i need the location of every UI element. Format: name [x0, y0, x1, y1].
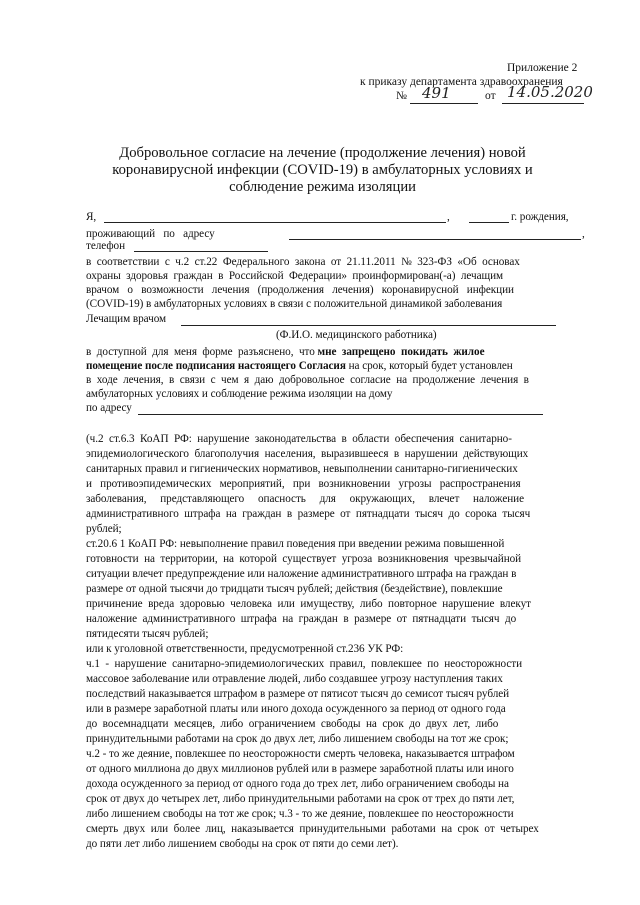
- legal-line: смерть двух или более лиц, наказывается принудительными работами на срок от четырех: [86, 823, 539, 835]
- document-title-line-3: соблюдение режима изоляции: [229, 179, 416, 195]
- legal-line: от одного миллиона до двух миллионов рублей или в размере заработной платы или иного: [86, 763, 514, 775]
- appendix-label: Приложение 2: [507, 62, 578, 74]
- legal-line: последствий наказывается штрафом в размере от пятисот тысяч до семисот тысяч рублей: [86, 688, 510, 700]
- order-number-handwritten: 491: [422, 84, 451, 102]
- legal-line: ч.1 - нарушение санитарно-эпидемиологических правил, повлекшее по неосторожности: [86, 658, 523, 670]
- address-label: проживающий по адресу: [86, 228, 215, 240]
- explained-line-4: амбулаторных условиях и соблюдение режима изоляции на дому: [86, 388, 393, 400]
- document-title-line-1: Добровольное согласие на лечение (продолжение лечения) новой: [119, 145, 526, 161]
- legal-line: до восемнадцати месяцев, либо ограничением свободы на срок до двух лет, либо: [86, 718, 499, 730]
- legal-line: или к уголовной ответственности, предусмотренной ст.236 УК РФ:: [86, 643, 404, 655]
- legal-line: срок от двух до четырех лет, либо принудительными работами на срок от трех до пяти лет,: [86, 793, 515, 805]
- explained-rest-2: на срок, который будет установлен: [345, 360, 513, 372]
- birth-year-field[interactable]: [469, 222, 509, 223]
- legal-line: административного штрафа на граждан в размере от пятнадцати тысяч до сорока тысяч: [86, 508, 531, 520]
- legal-line: массовое заболевание или отравление людей, либо создавшее угрозу наступления таких: [86, 673, 503, 685]
- legal-line: рублей;: [86, 523, 122, 535]
- legal-line: заболевания, представляющего опасность для окружающих, влечет наложение: [86, 493, 525, 505]
- legal-line: эпидемиологического благополучия населения, выразившееся в нарушении действующих: [86, 448, 529, 460]
- legal-line: ситуации влечет предупреждение или наложение административного штрафа на граждан в: [86, 568, 517, 580]
- legal-line: пятидесяти тысяч рублей;: [86, 628, 209, 640]
- i-label: Я,: [86, 211, 97, 223]
- legal-line: принудительными работами на срок до двух лет, либо лишением свободы на тот же срок;: [86, 733, 509, 745]
- address-comma: ,: [582, 228, 585, 240]
- law-line-4: (COVID-19) в амбулаторных условиях в связи с положительной динамикой заболевания: [86, 298, 503, 310]
- name-field[interactable]: [104, 222, 446, 223]
- law-line-2: охраны здоровья граждан в Российской Федерации» проинформирован(-а) лечащим: [86, 270, 504, 282]
- phone-label: телефон: [86, 240, 126, 252]
- legal-line: или в размере заработной платы или иного дохода осужденного за период от одного года: [86, 703, 506, 715]
- legal-line: размере от одной тысячи до тридцати тысяч рублей; действия (бездействие), повлекшие: [86, 583, 503, 595]
- comma: ,: [447, 211, 450, 223]
- explained-prefix: в доступной для меня форме разъяснено, что: [86, 346, 318, 358]
- document-title-line-2: коронавирусной инфекции (COVID-19) в амбулаторных условиях и: [112, 162, 533, 178]
- order-number-line: [410, 103, 478, 104]
- order-line: к приказу департамента здравоохранения: [360, 76, 563, 88]
- home-address-label: по адресу: [86, 402, 132, 414]
- legal-line: до пяти лет либо лишением свободы на срок от пяти до семи лет).: [86, 838, 399, 850]
- order-number-label: №: [396, 90, 407, 102]
- legal-line: наложение административного штрафа на граждан в размере от пятнадцати тысяч до: [86, 613, 517, 625]
- order-date-line: [502, 103, 584, 104]
- legal-line: ч.2 - то же деяние, повлекшее по неосторожности смерть человека, наказывается штрафом: [86, 748, 515, 760]
- order-date-label: от: [485, 90, 496, 102]
- legal-line: ст.20.6 1 КоАП РФ: невыполнение правил поведения при введении режима повышенной: [86, 538, 505, 550]
- explained-bold-2: помещение после подписания настоящего Согласия: [86, 360, 346, 372]
- law-line-3: врачом о возможности лечения (продолжения лечения) коронавирусной инфекции: [86, 284, 514, 296]
- law-line-1: в соответствии с ч.2 ст.22 Федерального закона от 21.11.2011 № 323-ФЗ «Об основах: [86, 256, 520, 268]
- explained-bold-1: мне запрещено покидать жилое: [317, 346, 485, 358]
- order-date-handwritten: 14.05.2020: [507, 83, 593, 101]
- legal-line: готовности на территории, на которой существует угроза возникновения чрезвычайной: [86, 553, 522, 565]
- doctor-caption: (Ф.И.О. медицинского работника): [276, 329, 437, 341]
- doctor-label: Лечащим врачом: [86, 313, 167, 325]
- phone-field[interactable]: [134, 251, 268, 252]
- birth-year-label: г. рождения,: [511, 211, 569, 223]
- explained-line-1: [86, 346, 485, 359]
- legal-line: дохода осужденного за период от одного года до трех лет, либо ограничением свободы на: [86, 778, 509, 790]
- legal-line: санитарных правил и гигиенических нормативов, невыполнении санитарно-гигиенических: [86, 463, 518, 475]
- legal-line: (ч.2 ст.6.3 КоАП РФ: нарушение законодательства в области обеспечения санитарно-: [86, 433, 512, 445]
- explained-line-3: в ходе лечения, в связи с чем я даю добровольное согласие на продолжение лечения в: [86, 374, 529, 386]
- legal-line: и противоэпидемических мероприятий, при возникновении угрозы распространения: [86, 478, 521, 490]
- home-address-field[interactable]: [138, 414, 543, 415]
- address-field[interactable]: [289, 239, 581, 240]
- explained-line-2: [86, 360, 513, 373]
- legal-line: причинение вреда здоровью человека или имуществу, либо повторное нарушение влекут: [86, 598, 531, 610]
- legal-line: либо лишением свободы на тот же срок; ч.3 - то же деяние, повлекшее по неосторожности: [86, 808, 514, 820]
- doctor-name-field[interactable]: [181, 325, 556, 326]
